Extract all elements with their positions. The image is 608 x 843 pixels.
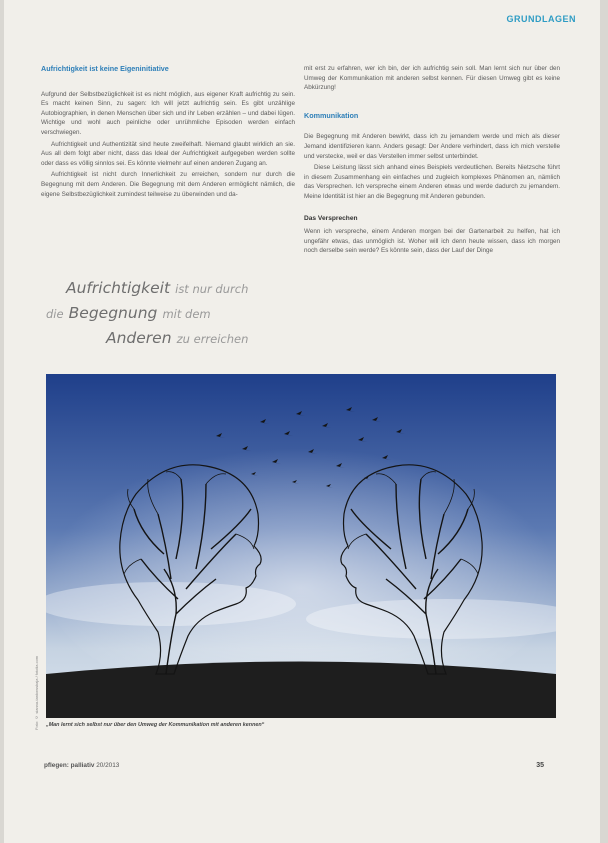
two-tree-heads-photo xyxy=(46,374,556,718)
magazine-name: pflegen: palliativ xyxy=(44,762,95,769)
right-intro-paragraph: mit erst zu erfahren, wer ich bin, der ich aufrichtig sein soll. Man lernt sich nur über den Umweg der Kommunikation mit anderen selbst kennen. Für diesen Umweg gibt es keine Abkürzung! xyxy=(304,65,560,92)
photo-credit: Foto: © sianna-tankowskaja / fotolia.com xyxy=(34,655,39,730)
page-number: 35 xyxy=(536,762,544,769)
promise-paragraph: Wenn ich verspreche, einem Anderen morgen bei der Gartenarbeit zu helfen, hat ich ungefähr etwas, das unmöglich ist. Woher will ich denn heute wissen, dass ich morgen noch derselbe sein werde? Es könnte sein, dass der Lauf der Dinge xyxy=(304,228,560,255)
pullquote-line-3: Anderen zu erreichen xyxy=(106,329,249,347)
photo-caption: „Man lernt sich selbst nur über den Umweg der Kommunikation mit anderen kennen“ xyxy=(46,722,265,728)
ground-hill xyxy=(46,662,556,719)
tree-heads-illustration xyxy=(46,374,556,718)
left-paragraph-2: Aufrichtigkeit und Authentizität sind heute zweifelhaft. Niemand glaubt wirklich an sie. Aus all dem folgt aber nicht, dass das Ideal der Aufrichtigkeit aufgegeben werden sollte oder dass es völlig sinnlos sei. Es könnte vielmehr auf einen anderen Zugang an. xyxy=(41,140,295,167)
communication-paragraph-2: Diese Leistung lässt sich anhand eines Beispiels verdeutlichen. Bereits Nietzsche führt in diesem Zusammenhang ein einfaches und zugleich komplexes Phänomen an, nämlich das Versprechen. Ich verspreche einem Anderen etwas und werde dadurch zu jemandem. Meine Identität ist hier an die Begegnung mit Anderen gebunden. xyxy=(304,164,560,200)
heading-sincerity: Aufrichtigkeit ist keine Eigeninitiative xyxy=(41,64,169,73)
magazine-page xyxy=(4,0,600,843)
right-column xyxy=(304,64,560,258)
heading-promise: Das Versprechen xyxy=(304,214,358,222)
issue-number: 20/2013 xyxy=(96,762,120,769)
left-column xyxy=(41,64,295,201)
pullquote-line-2: die Begegnung mit dem xyxy=(46,304,211,322)
pullquote-line-1: Aufrichtigkeit ist nur durch xyxy=(66,279,249,297)
cloud-left xyxy=(46,582,296,626)
footer-magazine xyxy=(44,762,119,769)
left-paragraph-1: Aufgrund der Selbstbezüglichkeit ist es nicht möglich, aus eigener Kraft aufrichtig zu sein. Es macht keinen Sinn, zu sagen: Ich will jetzt aufrichtig sein. Es gibt unzählige Autobiographien, in denen Menschen über sich und ihr Leben erzählen – und dabei lügen. Wichtige und wohl auch peinliche oder unrühmliche Episoden werden einfach verschwiegen. xyxy=(41,90,295,136)
pullquote xyxy=(44,276,294,351)
communication-paragraph-1: Die Begegnung mit Anderen bewirkt, dass ich zu jemandem werde und mich als dieser Jemand identifizieren kann. Anders gesagt: Der Andere verhindert, dass ich mich verstelle und verstecke, weil er das Verstellen immer selbst unterbindet. xyxy=(304,133,560,160)
heading-communication: Kommunikation xyxy=(304,110,359,120)
left-paragraph-3: Aufrichtigkeit ist nicht durch Innerlichkeit zu erreichen, sondern nur durch die Begegnung mit dem Anderen. Die Begegnung mit dem Anderen ermöglicht nämlich, die eigene Selbstbezüglichkeit zumindest teilweise zu überwinden und da- xyxy=(41,171,295,198)
section-tag: GRUNDLAGEN xyxy=(506,14,576,24)
